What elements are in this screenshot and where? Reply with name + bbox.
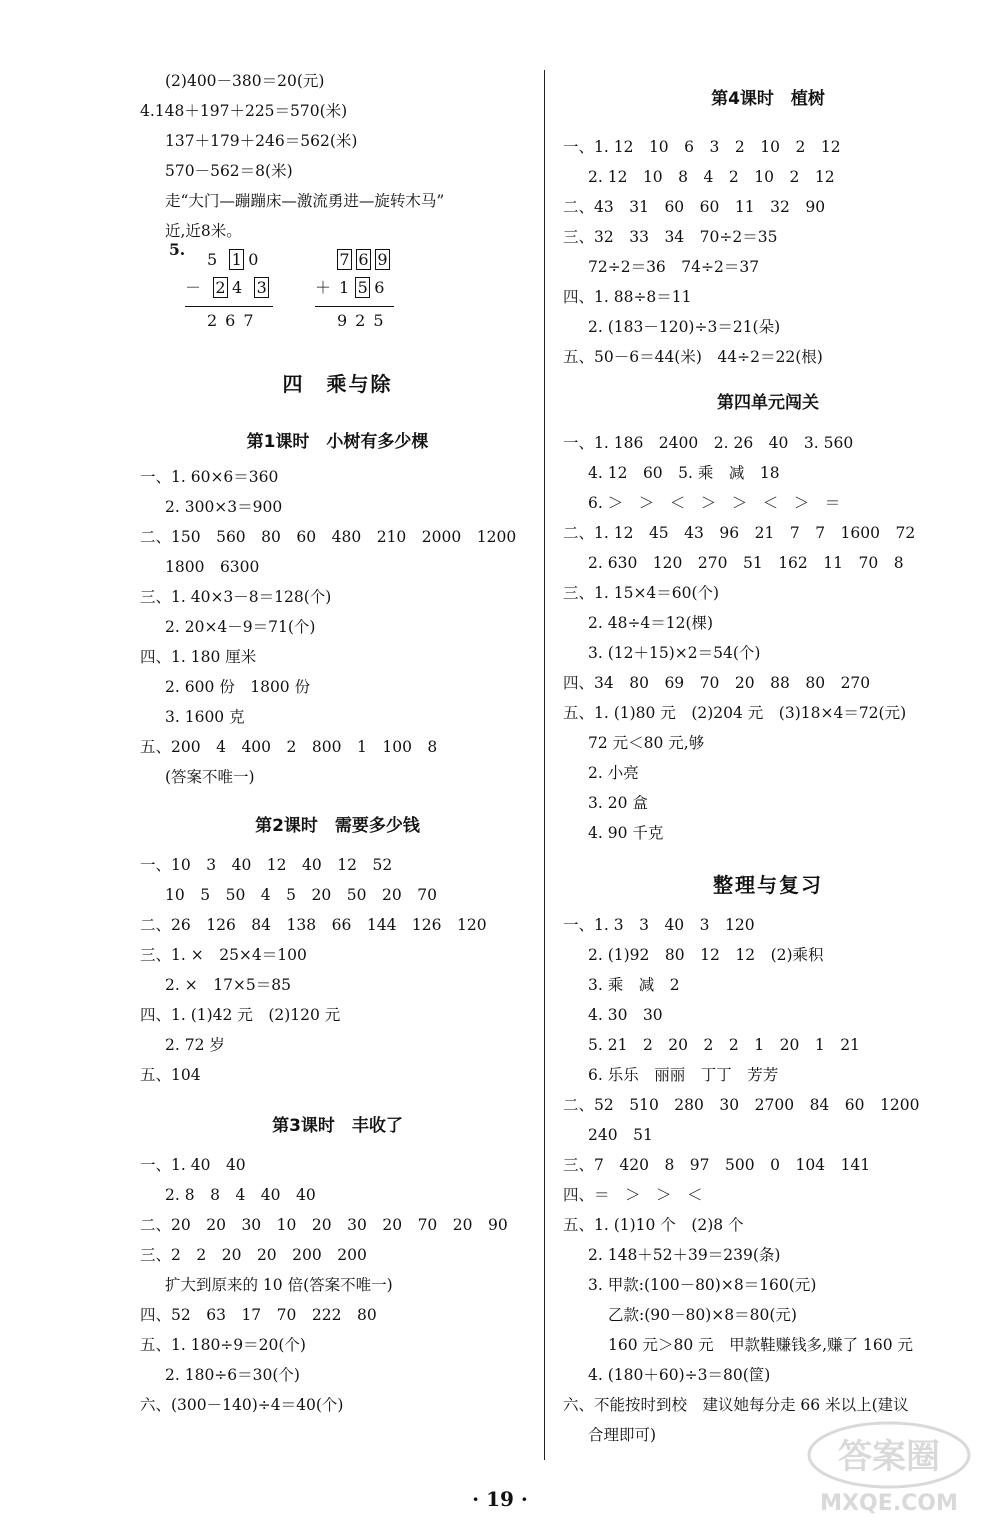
answer-line: 五、1. (1)80 元 (2)204 元 (3)18×4＝72(元) (563, 704, 907, 722)
answer-line: 四、1. 88÷8＝11 (563, 288, 692, 306)
answer-line: 2. (1)92 80 12 12 (2)乘积 (588, 946, 824, 964)
answer-line: 五、200 4 400 2 800 1 100 8 (140, 738, 438, 756)
answer-line: 三、32 33 34 70÷2＝35 (563, 228, 778, 246)
unit-title: 四 乘与除 (282, 372, 393, 396)
answer-line: 1800 6300 (165, 558, 260, 576)
section-title: 第1课时 小树有多少棵 (246, 432, 429, 452)
answer-line: 走“大门—蹦蹦床—激流勇进—旋转木马” (165, 192, 445, 210)
review-title: 整理与复习 (713, 873, 823, 897)
question-number: 5. (169, 240, 186, 259)
answer-line: 一、1. 40 40 (140, 1156, 246, 1174)
answer-line: 72 元＜80 元,够 (588, 734, 705, 752)
answer-line: 160 元＞80 元 甲款鞋赚钱多,赚了 160 元 (608, 1336, 914, 1354)
answer-line: 四、34 80 69 70 20 88 80 270 (563, 674, 871, 692)
answer-line: 五、104 (140, 1066, 201, 1084)
answer-line: 3. 乘 减 2 (588, 976, 680, 994)
answer-line: (答案不唯一) (165, 768, 255, 786)
answer-line: 6. 乐乐 丽丽 丁丁 芳芳 (588, 1066, 779, 1084)
answer-line: 4. 30 30 (588, 1006, 663, 1024)
answer-line: 72÷2＝36 74÷2＝37 (588, 258, 760, 276)
answer-line: 2. 小亮 (588, 764, 639, 782)
right-column (563, 66, 973, 1450)
answer-line: 二、52 510 280 30 2700 84 60 1200 (563, 1096, 920, 1114)
answer-line: 10 5 50 4 5 20 50 20 70 (165, 886, 437, 904)
answer-line: 2. 600 份 1800 份 (165, 678, 311, 696)
left-column (140, 66, 535, 1420)
answer-line: 3. (12＋15)×2＝54(个) (588, 644, 761, 662)
answer-line: 2. 20×4－9＝71(个) (165, 618, 316, 636)
answer-line: 570－562＝8(米) (165, 162, 293, 180)
answer-line: 2. 12 10 8 4 2 10 2 12 (588, 168, 835, 186)
answer-line: 4.148＋197＋225＝570(米) (140, 102, 348, 120)
answer-line: 2. 300×3＝900 (165, 498, 283, 516)
answer-line: 3. 甲款:(100－80)×8＝160(元) (588, 1276, 817, 1294)
answer-line: 2. 148＋52＋39＝239(条) (588, 1246, 781, 1264)
answer-line: 二、26 126 84 138 66 144 126 120 (140, 916, 487, 934)
answer-line: 2. 180÷6＝30(个) (165, 1366, 300, 1384)
answer-line: 六、(300－140)÷4＝40(个) (140, 1396, 344, 1414)
answer-line: 4. 90 千克 (588, 824, 664, 842)
section-title: 第四单元闯关 (717, 393, 819, 413)
answer-line: 四、1. 180 厘米 (140, 648, 257, 666)
answer-line: 三、1. 15×4＝60(个) (563, 584, 720, 602)
watermark-url: MXQE.COM (820, 1491, 958, 1515)
answer-line: 二、150 560 80 60 480 210 2000 1200 (140, 528, 517, 546)
answer-line: 乙款:(90－80)×8＝80(元) (608, 1306, 797, 1324)
answer-line: 2. × 17×5＝85 (165, 976, 291, 994)
answer-line: 一、1. 186 2400 2. 26 40 3. 560 (563, 434, 854, 452)
answer-line: 四、＝ ＞ ＞ ＜ (563, 1186, 703, 1204)
answer-line: 3. 1600 克 (165, 708, 245, 726)
answer-line: 三、7 420 8 97 500 0 104 141 (563, 1156, 871, 1174)
answer-line: 一、1. 3 3 40 3 120 (563, 916, 755, 934)
answer-line: 2. 48÷4＝12(棵) (588, 614, 714, 632)
vertical-calculation (165, 240, 535, 346)
answer-line: 3. 20 盒 (588, 794, 648, 812)
column-divider (544, 70, 545, 1460)
answer-line: 近,近8米。 (165, 222, 242, 240)
addition-calc (315, 246, 394, 335)
answer-line: 四、52 63 17 70 222 80 (140, 1306, 377, 1324)
answer-line: 五、1. (1)10 个 (2)8 个 (563, 1216, 744, 1234)
watermark-logo (804, 1420, 974, 1515)
answer-line: (2)400－380＝20(元) (165, 72, 325, 90)
answer-line: 137＋179＋246＝562(米) (165, 132, 358, 150)
answer-line: 2. 8 8 4 40 40 (165, 1186, 316, 1204)
answer-line: 4. (180＋60)÷3＝80(筐) (588, 1366, 771, 1384)
answer-line: 扩大到原来的 10 倍(答案不唯一) (165, 1276, 393, 1294)
answer-line: 6. ＞ ＞ ＜ ＞ ＞ ＜ ＞ ＝ (588, 494, 841, 512)
calc-row: 5 1 0 (207, 250, 267, 269)
answer-line: 2. 630 120 270 51 162 11 70 8 (588, 554, 904, 572)
page-number: · 19 · (472, 1487, 528, 1511)
answer-line: 六、不能按时到校 建议她每分走 66 米以上(建议 (563, 1396, 909, 1414)
section-title: 第4课时 植树 (711, 89, 825, 109)
answer-line: 二、43 31 60 60 11 32 90 (563, 198, 826, 216)
calc-row: ＋15 6 (315, 278, 393, 297)
watermark-text: 答案圈 (838, 1437, 940, 1477)
answer-line: 5. 21 2 20 2 2 1 20 1 21 (588, 1036, 860, 1054)
section-title: 第3课时 丰收了 (272, 1116, 403, 1136)
calc-row: 7 6 9 (315, 246, 394, 274)
answer-line: 二、1. 12 45 43 96 21 7 7 1600 72 (563, 524, 916, 542)
answer-line: 二、20 20 30 10 20 30 20 70 20 90 (140, 1216, 508, 1234)
answer-line: 2. (183－120)÷3＝21(朵) (588, 318, 781, 336)
answer-line: 四、1. (1)42 元 (2)120 元 (140, 1006, 341, 1024)
answer-line: 一、10 3 40 12 40 12 52 (140, 856, 393, 874)
answer-line: 240 51 (588, 1126, 653, 1144)
calc-row: － 2 4 3 (185, 274, 273, 302)
answer-line: 一、1. 12 10 6 3 2 10 2 12 (563, 138, 841, 156)
section-title: 第2课时 需要多少钱 (255, 816, 420, 836)
answer-line: 合理即可) (588, 1426, 657, 1444)
answer-line: 三、1. × 25×4＝100 (140, 946, 307, 964)
answer-line: 三、1. 40×3－8＝128(个) (140, 588, 332, 606)
subtraction-calc (185, 246, 273, 335)
calc-result: 925 (337, 311, 392, 330)
answer-line: 4. 12 60 5. 乘 减 18 (588, 464, 780, 482)
answer-line: 五、50－6＝44(米) 44÷2＝22(根) (563, 348, 823, 366)
answer-line: 一、1. 60×6＝360 (140, 468, 279, 486)
answer-line: 五、1. 180÷9＝20(个) (140, 1336, 306, 1354)
answer-line: 2. 72 岁 (165, 1036, 225, 1054)
answer-line: 三、2 2 20 20 200 200 (140, 1246, 367, 1264)
calc-result: 267 (207, 311, 262, 330)
